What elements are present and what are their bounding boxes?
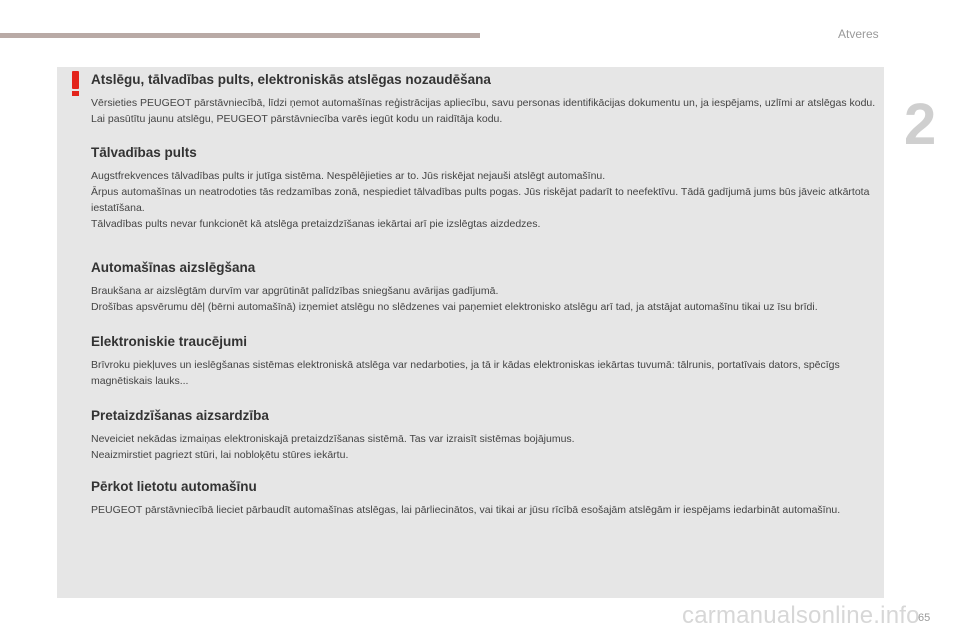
page-number: 65 <box>918 612 931 624</box>
section-paragraph: Neaizmirstiet pagriezt stūri, lai nobloķētu stūres iekārtu. <box>91 449 349 461</box>
section-paragraph: Brīvroku piekļuves un ieslēgšanas sistēmas elektroniskā atslēga var nedarboties, ja tā ir kādas elektroniskas iekārtas tuvumā: tālrunis, portatīvais dators, spēcīgs magnētiskais lauks... <box>91 359 840 387</box>
section-label: Atveres <box>838 27 879 41</box>
section-paragraph: PEUGEOT pārstāvniecībā lieciet pārbaudīt automašīnas atslēgas, lai pārliecinātos, vai tikai ar jūsu rīcībā esošajām atslēgām ir iespējams iedarbināt automašīnu. <box>91 504 841 516</box>
section-title-immobiliser: Pretaizdzīšanas aizsardzība <box>91 408 269 423</box>
section-title-used-car: Pērkot lietotu automašīnu <box>91 479 257 494</box>
warning-title: Atslēgu, tālvadības pults, elektroniskās atslēgas nozaudēšana <box>91 72 491 87</box>
section-title-locking: Automašīnas aizslēgšana <box>91 260 256 275</box>
section-paragraph: Ārpus automašīnas un neatrodoties tās redzamības zonā, nespiediet tālvadības pults pogas. Jūs riskējat padarīt to neefektīvu. Tādā gadījumā jums būs jāveic atkārtota iestatīšana. <box>91 186 870 214</box>
section-paragraph: Braukšana ar aizslēgtām durvīm var apgrūtināt palīdzības sniegšanu avārijas gadījumā. <box>91 285 499 297</box>
warning-content <box>91 67 877 518</box>
warning-paragraph: Vērsieties PEUGEOT pārstāvniecībā, līdzi ņemot automašīnas reģistrācijas apliecību, savu personas identifikācijas dokumentu un, ja iespējams, uzlīmi ar atslēgas kodu. <box>91 97 876 109</box>
chapter-number: 2 <box>904 92 937 157</box>
section-title-interference: Elektroniskie traucējumi <box>91 334 248 349</box>
section-paragraph: Augstfrekvences tālvadības pults ir jutīga sistēma. Nespēlējieties ar to. Jūs riskējat nejauši atslēgt automašīnu. <box>91 170 606 182</box>
section-title-remote: Tālvadības pults <box>91 145 197 160</box>
exclamation-icon <box>71 71 81 97</box>
section-paragraph: Drošības apsvērumu dēļ (bērni automašīnā) izņemiet atslēgu no slēdzenes vai paņemiet elektronisko atslēgu arī tad, ja atstājat automašīnu tikai uz īsu brīdi. <box>91 301 818 313</box>
header-rule <box>0 33 480 38</box>
section-paragraph: Neveiciet nekādas izmaiņas elektroniskajā pretaizdzīšanas sistēmā. Tas var izraisīt sistēmas bojājumus. <box>91 433 575 445</box>
warning-paragraph: Lai pasūtītu jaunu atslēgu, PEUGEOT pārstāvniecība varēs iegūt kodu un raidītāja kodu. <box>91 113 503 125</box>
watermark: carmanualsonline.info <box>682 602 920 629</box>
section-paragraph: Tālvadības pults nevar funkcionēt kā atslēga pretaizdzīšanas iekārtai arī pie izslēgtas aizdedzes. <box>91 218 541 230</box>
